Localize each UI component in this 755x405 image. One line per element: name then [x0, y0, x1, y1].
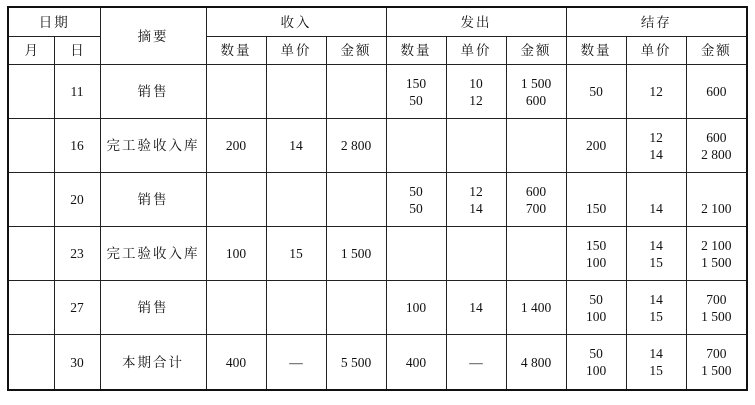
cell-summary: 本期合计: [100, 335, 206, 391]
cell-day: 11: [54, 65, 100, 119]
cell-bal-price: [626, 173, 686, 227]
cell-in-qty: [206, 335, 266, 391]
header-out-price: 单价: [446, 37, 506, 65]
cell-month: [8, 173, 54, 227]
cell-bal-price: [626, 119, 686, 173]
cell-month: [8, 335, 54, 391]
ledger-wrapper: [7, 6, 748, 391]
cell-in-amount: [326, 227, 386, 281]
cell-bal-qty-line: 50: [589, 346, 603, 361]
cell-out-amount-line: 600: [525, 183, 547, 199]
cell-day: 23: [54, 227, 100, 281]
cell-out-qty: [386, 335, 446, 391]
cell-bal-amount-line: 700: [706, 291, 727, 307]
cell-bal-qty: [566, 119, 626, 173]
cell-out-price-line: 10: [469, 75, 483, 91]
header-in-qty: 数量: [206, 37, 266, 65]
cell-bal-qty-line: 100: [585, 254, 607, 270]
cell-bal-price-line: 15: [649, 254, 663, 270]
cell-in-amount-line: 2 800: [340, 138, 372, 153]
header-row-1: [8, 7, 747, 37]
cell-out-price-line: 12: [469, 183, 483, 199]
cell-bal-price-line: 14: [649, 346, 663, 361]
table-row: [8, 65, 747, 119]
cell-day: 30: [54, 335, 100, 391]
cell-in-price: [266, 173, 326, 227]
cell-out-price: [446, 281, 506, 335]
cell-bal-qty: [566, 173, 626, 227]
cell-out-amount: [506, 281, 566, 335]
cell-bal-amount: [686, 335, 747, 391]
cell-in-amount-line: 1 500: [340, 246, 372, 261]
cell-out-price-line: —: [469, 354, 483, 370]
cell-bal-qty: [566, 281, 626, 335]
cell-out-qty: [386, 119, 446, 173]
cell-day: 20: [54, 173, 100, 227]
header-out-qty: 数量: [386, 37, 446, 65]
cell-in-qty: [206, 227, 266, 281]
cell-bal-amount-line: [687, 183, 747, 200]
cell-in-amount-line: 5 500: [340, 354, 372, 370]
cell-bal-amount-line: 600: [706, 84, 727, 99]
cell-in-price: [266, 119, 326, 173]
header-month: 月: [8, 37, 54, 65]
header-date: 日期: [8, 7, 100, 37]
cell-out-amount-line: 600: [525, 92, 547, 108]
cell-bal-amount-line: 600: [706, 129, 727, 145]
cell-out-qty: [386, 227, 446, 281]
cell-out-qty-line: 400: [405, 354, 427, 370]
cell-summary: 销售: [100, 65, 206, 119]
cell-in-qty-line: 200: [225, 138, 247, 153]
cell-bal-qty-line: [567, 183, 626, 200]
cell-out-qty: [386, 281, 446, 335]
cell-in-price-line: —: [289, 354, 303, 370]
cell-bal-price-line: 14: [649, 237, 663, 253]
cell-bal-price-line: [627, 183, 686, 200]
cell-summary: 完工验收入库: [100, 227, 206, 281]
cell-in-amount: [326, 173, 386, 227]
cell-bal-amount-line: 1 500: [701, 308, 732, 324]
cell-out-amount-line: 700: [525, 200, 547, 216]
header-summary: 摘要: [100, 7, 206, 65]
cell-out-qty-line: 50: [409, 92, 423, 108]
cell-out-qty-line: 150: [405, 75, 427, 91]
header-in-price: 单价: [266, 37, 326, 65]
cell-summary: 销售: [100, 281, 206, 335]
cell-in-price: [266, 281, 326, 335]
cell-summary: 销售: [100, 173, 206, 227]
cell-out-amount-line: 1 400: [520, 300, 552, 315]
cell-out-price-line: 12: [469, 92, 483, 108]
cell-day: 27: [54, 281, 100, 335]
cell-out-price: [446, 119, 506, 173]
cell-bal-price-line: 15: [649, 363, 663, 378]
cell-out-amount-line: 4 800: [520, 354, 552, 370]
table-row: [8, 173, 747, 227]
cell-bal-qty-line: 200: [585, 138, 607, 153]
cell-out-price: [446, 65, 506, 119]
header-in-amount: 金额: [326, 37, 386, 65]
cell-in-amount: [326, 281, 386, 335]
cell-in-qty: [206, 281, 266, 335]
table-row: [8, 335, 747, 391]
cell-bal-amount-line: 1 500: [701, 254, 732, 270]
cell-out-qty: [386, 173, 446, 227]
cell-bal-price: [626, 65, 686, 119]
inventory-ledger-table: [7, 6, 748, 391]
cell-out-price: [446, 335, 506, 391]
cell-in-price-line: 15: [289, 246, 303, 261]
cell-bal-price-line: 15: [649, 308, 663, 324]
cell-out-amount: [506, 173, 566, 227]
cell-bal-qty-line: 50: [589, 291, 603, 307]
table-row: [8, 281, 747, 335]
cell-bal-amount: [686, 119, 747, 173]
cell-bal-qty: [566, 227, 626, 281]
cell-out-qty-line: 100: [405, 300, 427, 315]
cell-in-amount: [326, 119, 386, 173]
cell-in-qty-line: 100: [225, 246, 247, 261]
cell-in-qty: [206, 119, 266, 173]
cell-out-amount: [506, 119, 566, 173]
cell-bal-amount-line: 2 100: [701, 237, 732, 253]
cell-month: [8, 281, 54, 335]
cell-bal-price: [626, 281, 686, 335]
cell-bal-amount-line: 2 800: [701, 146, 732, 162]
cell-in-price: [266, 227, 326, 281]
header-received: 收入: [206, 7, 386, 37]
cell-out-qty-line: 50: [409, 200, 423, 216]
cell-out-amount: [506, 335, 566, 391]
cell-bal-qty-line: 100: [585, 308, 607, 324]
cell-bal-price: [626, 227, 686, 281]
cell-bal-qty: [566, 335, 626, 391]
cell-bal-price-line: 12: [649, 84, 663, 99]
cell-bal-qty-line: 150: [585, 200, 607, 216]
header-day: 日: [54, 37, 100, 65]
cell-bal-price-line: 14: [649, 291, 663, 307]
cell-bal-amount-line: 1 500: [701, 363, 732, 378]
cell-bal-qty-line: 50: [589, 84, 603, 99]
cell-bal-qty-line: 100: [585, 363, 607, 378]
cell-in-amount: [326, 335, 386, 391]
cell-month: [8, 65, 54, 119]
cell-month: [8, 227, 54, 281]
cell-out-price: [446, 227, 506, 281]
cell-month: [8, 119, 54, 173]
cell-out-qty: [386, 65, 446, 119]
header-bal-amount: 金额: [686, 37, 747, 65]
header-issued: 发出: [386, 7, 566, 37]
header-balance: 结存: [566, 7, 747, 37]
cell-out-amount-line: 1 500: [520, 75, 552, 91]
cell-bal-qty-line: 150: [585, 237, 607, 253]
cell-bal-price: [626, 335, 686, 391]
cell-summary: 完工验收入库: [100, 119, 206, 173]
cell-day: 16: [54, 119, 100, 173]
table-row: [8, 227, 747, 281]
cell-in-price: [266, 335, 326, 391]
cell-out-amount: [506, 227, 566, 281]
cell-out-qty-line: 50: [409, 183, 423, 199]
cell-bal-amount: [686, 173, 747, 227]
cell-bal-price-line: 14: [649, 200, 663, 216]
cell-in-qty: [206, 173, 266, 227]
cell-bal-qty: [566, 65, 626, 119]
cell-in-qty-line: 400: [225, 354, 247, 370]
table-row: [8, 119, 747, 173]
cell-in-qty: [206, 65, 266, 119]
cell-bal-amount-line: 700: [706, 346, 727, 361]
cell-bal-amount: [686, 281, 747, 335]
cell-bal-amount-line: 2 100: [701, 200, 732, 216]
cell-in-amount: [326, 65, 386, 119]
cell-in-price-line: 14: [289, 138, 303, 153]
cell-bal-price-line: 14: [649, 146, 663, 162]
cell-bal-price-line: 12: [649, 129, 663, 145]
cell-in-price: [266, 65, 326, 119]
cell-out-amount: [506, 65, 566, 119]
header-bal-qty: 数量: [566, 37, 626, 65]
cell-bal-amount: [686, 227, 747, 281]
cell-out-price-line: 14: [469, 200, 483, 216]
cell-out-price: [446, 173, 506, 227]
header-bal-price: 单价: [626, 37, 686, 65]
cell-out-price-line: 14: [469, 300, 483, 315]
cell-bal-amount: [686, 65, 747, 119]
header-out-amount: 金额: [506, 37, 566, 65]
